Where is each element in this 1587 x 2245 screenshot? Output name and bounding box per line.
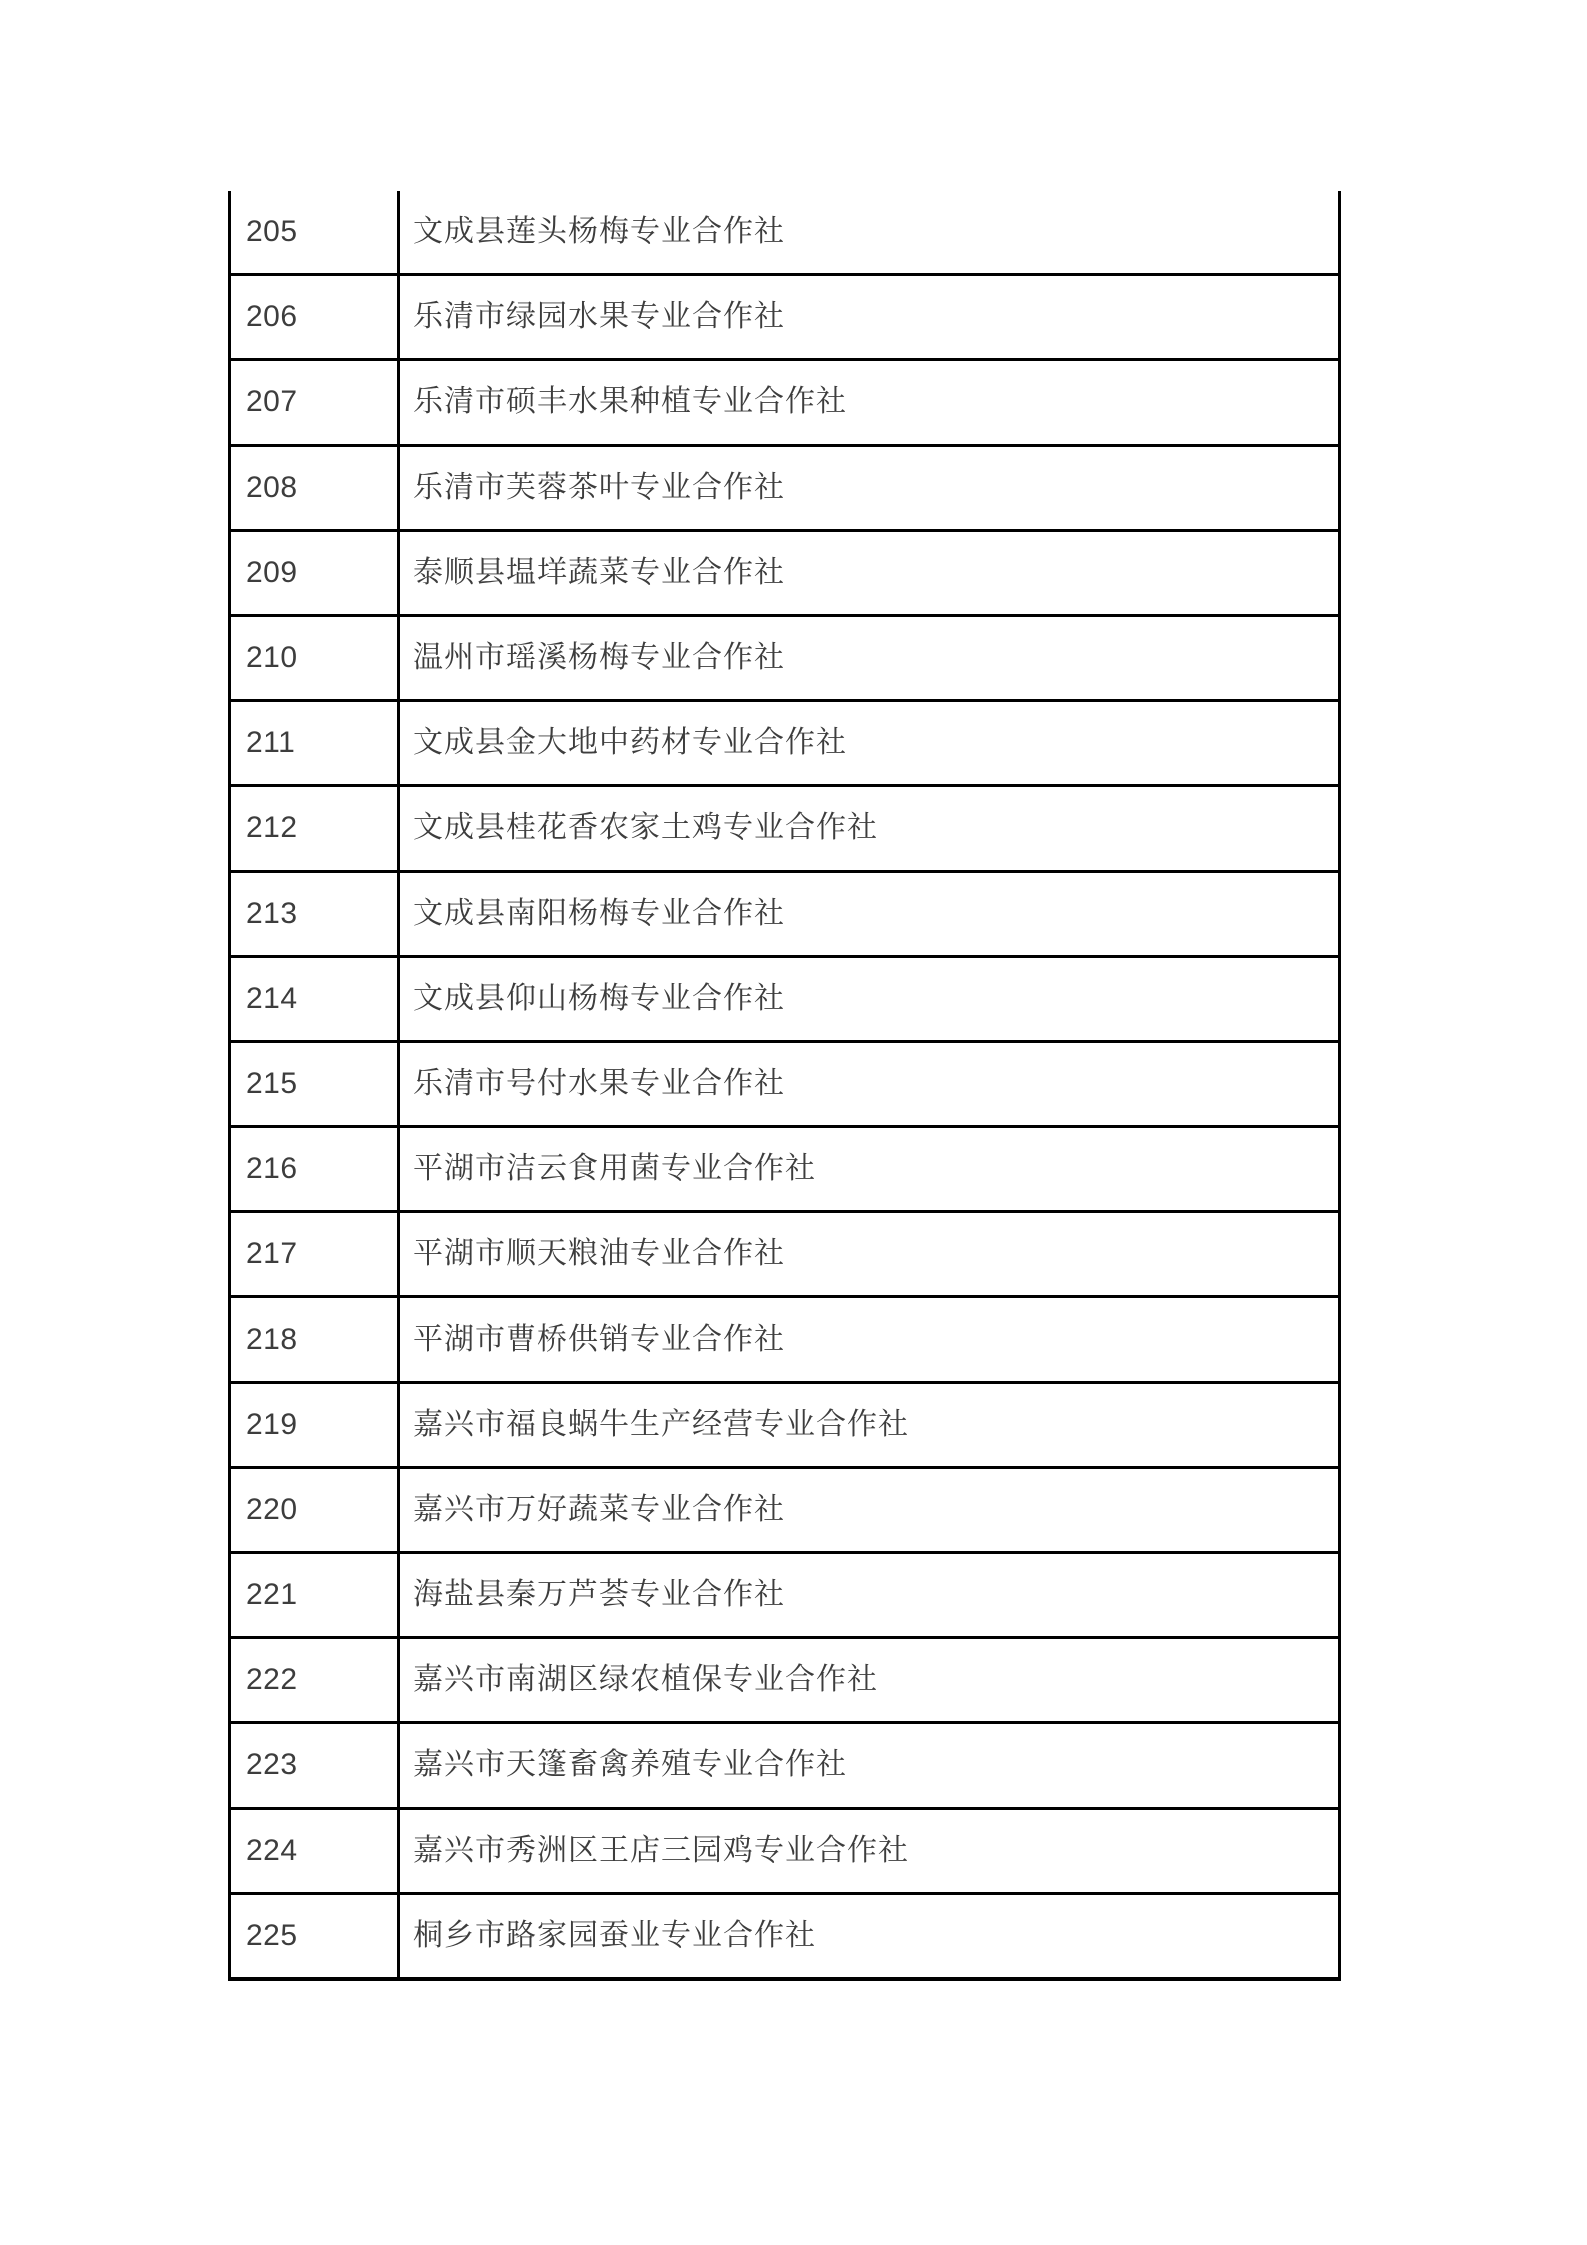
cooperative-name-cell: 乐清市号付水果专业合作社 <box>413 1066 785 1100</box>
row-number-cell: 217 <box>231 1213 400 1295</box>
table-row <box>231 1551 1338 1636</box>
table-row <box>231 614 1338 699</box>
table-row <box>231 1381 1338 1466</box>
row-number-cell: 222 <box>231 1639 400 1721</box>
row-number-cell: 215 <box>231 1043 400 1125</box>
cooperative-name-cell: 嘉兴市福良蜗牛生产经营专业合作社 <box>413 1407 909 1441</box>
cooperative-name-cell: 乐清市硕丰水果种植专业合作社 <box>413 385 847 419</box>
cooperative-name-cell: 泰顺县塭垟蔬菜专业合作社 <box>413 555 785 589</box>
cooperative-name-cell: 温州市瑶溪杨梅专业合作社 <box>413 641 785 675</box>
table-row <box>231 699 1338 784</box>
table-row <box>231 1466 1338 1551</box>
row-number-cell: 210 <box>231 617 400 699</box>
table-row <box>231 1807 1338 1892</box>
table-row <box>231 784 1338 869</box>
cooperative-name-cell: 文成县南阳杨梅专业合作社 <box>413 896 785 930</box>
table-row <box>231 444 1338 529</box>
row-number-cell: 225 <box>231 1895 400 1977</box>
cooperative-name-cell: 海盐县秦万芦荟专业合作社 <box>413 1578 785 1612</box>
cooperative-name-cell: 嘉兴市天篷畜禽养殖专业合作社 <box>413 1748 847 1782</box>
cooperatives-table <box>228 191 1341 1981</box>
row-number-cell: 220 <box>231 1469 400 1551</box>
table-row <box>231 1636 1338 1721</box>
row-number-cell: 224 <box>231 1810 400 1892</box>
row-number-cell: 211 <box>231 702 400 784</box>
cooperative-name-cell: 平湖市洁云食用菌专业合作社 <box>413 1152 816 1186</box>
table-row <box>231 273 1338 358</box>
row-number-cell: 205 <box>231 191 400 273</box>
row-number-cell: 208 <box>231 447 400 529</box>
table-row <box>231 1721 1338 1806</box>
cooperative-name-cell: 乐清市芙蓉茶叶专业合作社 <box>413 470 785 504</box>
cooperative-name-cell: 文成县莲头杨梅专业合作社 <box>413 215 785 249</box>
cooperative-name-cell: 嘉兴市南湖区绿农植保专业合作社 <box>413 1663 878 1697</box>
table-row <box>231 1892 1338 1977</box>
cooperative-name-cell: 文成县仰山杨梅专业合作社 <box>413 981 785 1015</box>
cooperative-name-cell: 乐清市绿园水果专业合作社 <box>413 300 785 334</box>
row-number-cell: 213 <box>231 873 400 955</box>
table-row <box>231 1040 1338 1125</box>
table-row <box>231 870 1338 955</box>
table-row <box>231 1125 1338 1210</box>
cooperative-name-cell: 平湖市曹桥供销专业合作社 <box>413 1322 785 1356</box>
row-number-cell: 214 <box>231 958 400 1040</box>
cooperative-name-cell: 文成县桂花香农家土鸡专业合作社 <box>413 811 878 845</box>
row-number-cell: 207 <box>231 361 400 443</box>
row-number-cell: 219 <box>231 1384 400 1466</box>
row-number-cell: 212 <box>231 787 400 869</box>
table-row <box>231 1210 1338 1295</box>
row-number-cell: 209 <box>231 532 400 614</box>
cooperative-name-cell: 平湖市顺天粮油专业合作社 <box>413 1237 785 1271</box>
row-number-cell: 216 <box>231 1128 400 1210</box>
table-row <box>231 358 1338 443</box>
table-row <box>231 529 1338 614</box>
cooperative-name-cell: 桐乡市路家园蚕业专业合作社 <box>413 1918 816 1952</box>
cooperative-name-cell: 嘉兴市秀洲区王店三园鸡专业合作社 <box>413 1833 909 1867</box>
table-row <box>231 191 1338 273</box>
row-number-cell: 206 <box>231 276 400 358</box>
table-row <box>231 1295 1338 1380</box>
cooperative-name-cell: 文成县金大地中药材专业合作社 <box>413 726 847 760</box>
table-row <box>231 955 1338 1040</box>
cooperative-name-cell: 嘉兴市万好蔬菜专业合作社 <box>413 1492 785 1526</box>
row-number-cell: 221 <box>231 1554 400 1636</box>
row-number-cell: 218 <box>231 1298 400 1380</box>
row-number-cell: 223 <box>231 1724 400 1806</box>
